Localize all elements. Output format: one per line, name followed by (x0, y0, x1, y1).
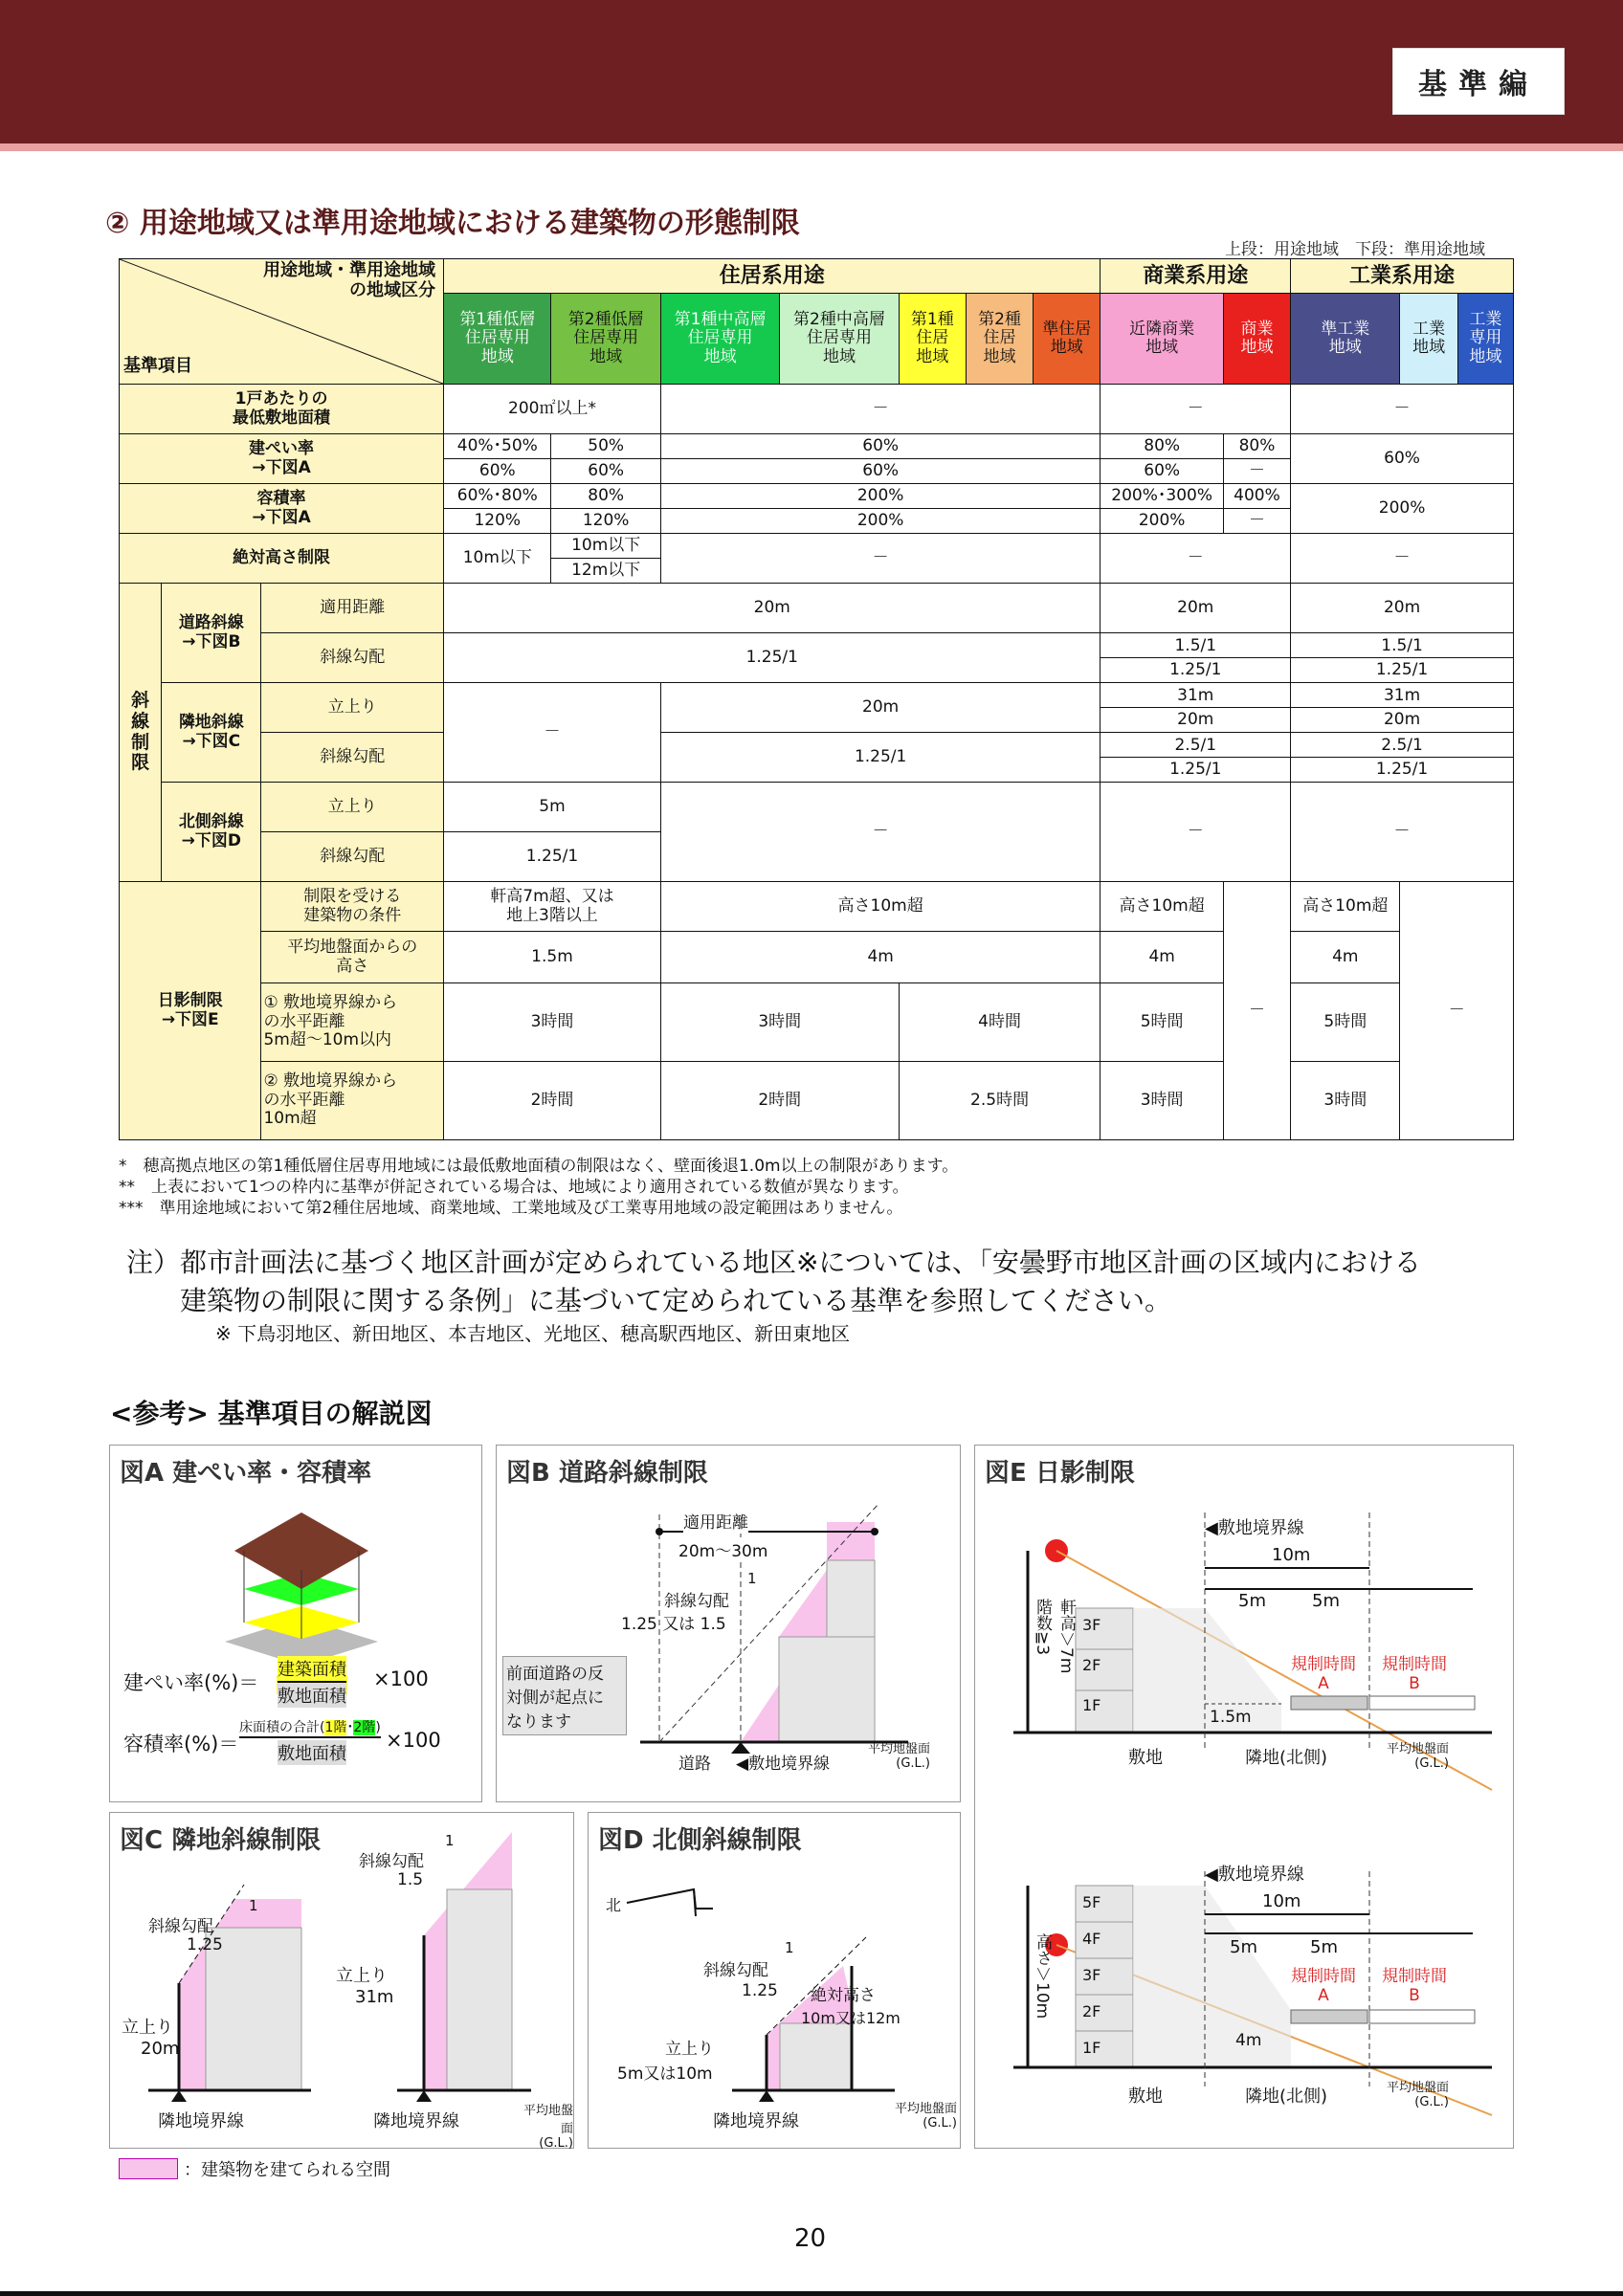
fige-cond1: 軒高＞7m 階数≧3 (1033, 1599, 1076, 1674)
row-road-slope: 道路斜線 →下図B (162, 584, 261, 683)
figure-e (974, 1445, 1514, 2149)
fige-adj-2: 隣地(北側) (1245, 2086, 1328, 2107)
figb-gl: 平均地盤面 (G.L.) (868, 1742, 931, 1771)
pink-legend-swatch (119, 2158, 178, 2179)
far-3b: 200% (660, 509, 1101, 534)
fige-gl-1: 平均地盤面 (G.L.) (1387, 1742, 1450, 1771)
figure-d-title: 図D 北側斜線制限 (598, 1826, 802, 1855)
fige-floor-2-2: 2F (1082, 2002, 1101, 2020)
figure-b-title: 図B 道路斜線制限 (506, 1459, 708, 1488)
figure-e-title: 図E 日影制限 (985, 1459, 1135, 1488)
shadow-height-com: 4m (1101, 932, 1223, 983)
far-3a: 200% (660, 484, 1101, 509)
figc-gl: 平均地盤面 (G.L.) (522, 2104, 573, 2151)
abs-dash-com: － (1101, 534, 1291, 584)
shadow-d2-label: ② 敷地境界線から の水平距離 10m超 (261, 1062, 444, 1140)
fige-lima-2: 規制時間 A (1291, 1967, 1356, 2005)
figd-gl: 平均地盤面 (G.L.) (895, 2102, 958, 2130)
shadow-d1-low: 3時間 (444, 983, 661, 1062)
figd-grad: 斜線勾配 (703, 1961, 768, 1980)
zone-3: 第1種中高層 住居専用 地域 (660, 294, 779, 385)
shadow-dash-ind: － (1400, 882, 1514, 1140)
bcr-ind: 60% (1291, 434, 1514, 484)
fige-h4: 4m (1235, 2031, 1262, 2050)
adj-grad-label: 斜線勾配 (261, 733, 444, 783)
row-far: 容積率 →下図A (120, 484, 444, 534)
page-number: 20 (794, 2224, 827, 2253)
bcr-formula-label: 建ぺい率(%)＝ (123, 1671, 259, 1694)
abs-2a: 10m以下 (551, 534, 660, 559)
fige-d5a-2: 5m (1230, 1937, 1257, 1957)
figure-c (109, 1812, 574, 2149)
category-commercial: 商業系用途 (1101, 259, 1291, 294)
figd-one: 1 (785, 1939, 794, 1956)
far-4b: 200% (1101, 509, 1223, 534)
shadow-d2-mid: 2時間 (660, 1062, 899, 1140)
adj-rise-ind (1291, 683, 1514, 733)
shadow-d2-ind: 3時間 (1291, 1062, 1400, 1140)
shadow-height-mid: 4m (660, 932, 1101, 983)
abs-dash-ind: － (1291, 534, 1514, 584)
fige-boundary-1: ◀敷地境界線 (1205, 1518, 1304, 1538)
shadow-d2-res: 2.5時間 (899, 1062, 1101, 1140)
road-grad-com (1101, 633, 1291, 683)
fige-boundary-2: ◀敷地境界線 (1205, 1865, 1304, 1885)
far-num-a: 床面積の合計( (239, 1720, 325, 1735)
far-num-d: 2階 (353, 1720, 376, 1735)
shadow-d1-ind: 5時間 (1291, 983, 1400, 1062)
bcr-4a: 80% (1101, 434, 1223, 459)
far-num-c: ･ (346, 1720, 354, 1735)
fige-floor-2-3: 3F (1082, 1966, 1101, 1984)
zone-1: 第1種低層 住居専用 地域 (444, 294, 551, 385)
figb-callout: 前面道路の反 対側が起点に なります (502, 1656, 627, 1735)
far-ind: 200% (1291, 484, 1514, 534)
shadow-cond-low: 軒高7m超、又は 地上3階以上 (444, 882, 661, 932)
row-north-slope: 北側斜線 →下図D (162, 783, 261, 882)
shadow-height-label: 平均地盤面からの 高さ (261, 932, 444, 983)
fige-limb-2: 規制時間 B (1382, 1967, 1447, 2005)
figb-apply: 適用距離 (683, 1509, 748, 1533)
adj-rise-ind-a: 31m (1291, 683, 1513, 708)
figb-road: 道路 (678, 1755, 711, 1774)
fige-floor-2-5: 5F (1082, 1893, 1101, 1911)
bcr-denominator: 敷地面積 (278, 1683, 346, 1708)
north-dash-res: － (660, 783, 1101, 882)
fige-limb-1: 規制時間 B (1382, 1655, 1447, 1693)
shadow-d2-low: 2時間 (444, 1062, 661, 1140)
shadow-cond-label: 制限を受ける 建築物の条件 (261, 882, 444, 932)
corner-bottom-label: 基準項目 (123, 356, 192, 376)
figc-one-1: 1 (249, 1897, 258, 1914)
zone-8: 近隣商業 地域 (1101, 294, 1223, 385)
far-5a: 400% (1223, 484, 1290, 509)
minlot-dash-com: － (1101, 385, 1291, 434)
note-2: ** 上表において1つの枠内に基準が併記されている場合は、地域により適用されている数値が異なります。 (119, 1178, 909, 1197)
adj-rise-com-a: 31m (1101, 683, 1290, 708)
fige-floor-1-1: 1F (1082, 1696, 1101, 1714)
abs-1: 10m以下 (444, 534, 551, 584)
adj-rise-label: 立上り (261, 683, 444, 733)
far-5b: － (1223, 509, 1290, 534)
adj-rise-ind-b: 20m (1383, 710, 1421, 729)
figb-grad-v: 1.25 又は 1.5 (621, 1615, 726, 1634)
figc-rise-1: 立上り (122, 2018, 173, 2038)
zone-2: 第2種低層 住居専用 地域 (551, 294, 660, 385)
figure-a-title: 図A 建ぺい率・容積率 (120, 1459, 372, 1488)
figc-boundary-1: 隣地境界線 (158, 2111, 244, 2131)
figd-abs-v: 10m又は12m (801, 2009, 900, 2027)
table-notes (119, 1156, 958, 1219)
adj-rise-res: 20m (660, 683, 1101, 733)
road-grad-label: 斜線勾配 (261, 633, 444, 683)
bcr-5b: － (1223, 459, 1290, 484)
far-denominator: 敷地面積 (278, 1740, 346, 1765)
fige-floor-1-2: 2F (1082, 1656, 1101, 1674)
figc-g1: 1.25 (187, 1935, 223, 1954)
shadow-d1-mid: 3時間 (660, 983, 899, 1062)
fige-d5b-1: 5m (1312, 1591, 1340, 1611)
figc-r1: 20m (141, 2039, 180, 2059)
fige-gl-2: 平均地盤面 (G.L.) (1387, 2081, 1450, 2109)
fige-site-2: 敷地 (1128, 2086, 1163, 2107)
abs-2b: 12m以下 (551, 559, 660, 584)
figd-g: 1.25 (742, 1981, 778, 2000)
far-num-b: 1階 (324, 1720, 347, 1735)
fige-d10-1: 10m (1272, 1545, 1311, 1565)
north-grad-label: 斜線勾配 (261, 832, 444, 882)
figd-north: 北 (606, 1896, 622, 1914)
figc-boundary-2: 隣地境界線 (373, 2111, 459, 2131)
shadow-cond-com: 高さ10m超 (1101, 882, 1223, 932)
road-apply-label: 適用距離 (261, 584, 444, 633)
fige-floor-2-1: 1F (1082, 2039, 1101, 2057)
figure-d (588, 1812, 961, 2149)
bcr-4b: 60% (1101, 459, 1223, 484)
bottom-rule (0, 2291, 1623, 2296)
figc-rise-2: 立上り (336, 1966, 388, 1986)
bcr-numerator: 建築面積 (278, 1656, 346, 1683)
category-residential: 住居系用途 (444, 259, 1101, 294)
adj-grad-com-b: 1.25/1 (1169, 760, 1222, 779)
figc-r2: 31m (355, 1987, 394, 2007)
row-slope: 斜 線 制 限 (120, 584, 162, 882)
road-grad-ind (1291, 633, 1514, 683)
road-apply-com: 20m (1101, 584, 1291, 633)
shadow-d1-res: 4時間 (899, 983, 1101, 1062)
zone-10: 準工業 地域 (1291, 294, 1400, 385)
fige-cond2: 高さ＞10m (1033, 1933, 1052, 2020)
zone-7: 準住居 地域 (1034, 294, 1101, 385)
figb-grad-one: 1 (747, 1570, 757, 1587)
row-adj-slope: 隣地斜線 →下図C (162, 683, 261, 783)
minlot-low: 200㎡以上* (444, 385, 661, 434)
bcr-1b: 60% (444, 459, 551, 484)
fige-floor-2-4: 4F (1082, 1930, 1101, 1948)
north-grad-v: 1.25/1 (444, 832, 661, 882)
shadow-d1-com: 5時間 (1101, 983, 1223, 1062)
road-grad-ind-b: 1.25/1 (1375, 660, 1429, 679)
bcr-2b: 60% (551, 459, 660, 484)
far-1b: 120% (444, 509, 551, 534)
adj-grad-com (1101, 733, 1291, 783)
road-grad-res: 1.25/1 (444, 633, 1101, 683)
abs-dash-res: － (660, 534, 1101, 584)
fige-d5b-2: 5m (1310, 1937, 1338, 1957)
adj-rise-com-b: 20m (1177, 710, 1214, 729)
fige-site-1: 敷地 (1128, 1748, 1163, 1768)
zone-9: 商業 地域 (1223, 294, 1290, 385)
corner-top-label: 用途地域・準用途地域 の地域区分 (263, 260, 435, 300)
shadow-height-ind: 4m (1291, 932, 1400, 983)
north-rise-label: 立上り (261, 783, 444, 832)
far-2a: 80% (551, 484, 660, 509)
bcr-3a: 60% (660, 434, 1101, 459)
adj-dash-low: － (444, 683, 661, 783)
figb-grad: 斜線勾配 (664, 1592, 729, 1611)
bcr-1a: 40%･50% (444, 434, 551, 459)
row-shadow: 日影制限 →下図E (120, 882, 261, 1140)
far-x100: ×100 (386, 1729, 441, 1752)
bcr-x100: ×100 (373, 1667, 429, 1690)
row-bcr: 建ぺい率 →下図A (120, 434, 444, 484)
north-rise-v: 5m (444, 783, 661, 832)
row-abs-height: 絶対高さ制限 (120, 534, 444, 584)
road-grad-com-a: 1.5/1 (1101, 633, 1290, 658)
fige-floor-1-3: 3F (1082, 1616, 1101, 1634)
zoning-table (119, 258, 1514, 1140)
header-stripe (0, 144, 1623, 151)
fige-d5a-1: 5m (1238, 1591, 1266, 1611)
road-grad-com-b: 1.25/1 (1169, 660, 1222, 679)
shadow-cond-ind: 高さ10m超 (1291, 882, 1400, 932)
shadow-d2-com: 3時間 (1101, 1062, 1223, 1140)
figure-b (496, 1445, 961, 1802)
adj-grad-com-a: 2.5/1 (1101, 733, 1290, 758)
far-formula-label: 容積率(%)＝ (123, 1733, 239, 1755)
category-industrial: 工業系用途 (1291, 259, 1514, 294)
figc-one-2: 1 (445, 1832, 455, 1849)
bcr-5a: 80% (1223, 434, 1290, 459)
minlot-dash-ind: － (1291, 385, 1514, 434)
figc-grad-1: 斜線勾配 (148, 1917, 213, 1936)
road-apply-ind: 20m (1291, 584, 1514, 633)
figure-c-title: 図C 隣地斜線制限 (120, 1826, 322, 1855)
table-corner (120, 259, 444, 385)
note-1: * 穂高拠点地区の第1種低層住居専用地域には最低敷地面積の制限はなく、壁面後退1.0m以上の制限があります。 (119, 1157, 959, 1176)
shadow-height-low: 1.5m (444, 932, 661, 983)
page-heading: ② 用途地域又は準用途地域における建築物の形態制限 (105, 207, 800, 240)
fige-adj-1: 隣地(北側) (1245, 1748, 1328, 1768)
road-apply-res: 20m (444, 584, 1101, 633)
adj-grad-ind-b: 1.25/1 (1375, 760, 1429, 779)
pink-legend-text: ：建築物を建てられる空間 (184, 2160, 390, 2180)
row-min-lot: 1戸あたりの 最低敷地面積 (120, 385, 444, 434)
reference-title: <参考> 基準項目の解説図 (110, 1398, 433, 1429)
zone-11: 工業 地域 (1400, 294, 1457, 385)
figc-g2: 1.5 (397, 1870, 424, 1889)
zone-4: 第2種中高層 住居専用 地域 (780, 294, 899, 385)
adj-grad-ind (1291, 733, 1514, 783)
shadow-d1-label: ① 敷地境界線から の水平距離 5m超～10m以内 (261, 983, 444, 1062)
fige-h15: 1.5m (1210, 1708, 1252, 1727)
figd-abs: 絶対高さ (811, 1986, 876, 2005)
zone-6: 第2種 住居 地域 (966, 294, 1033, 385)
far-2b: 120% (551, 509, 660, 534)
figure-a (109, 1445, 482, 1802)
figb-boundary: ◀敷地境界線 (736, 1755, 831, 1774)
zone-5: 第1種 住居 地域 (899, 294, 966, 385)
bcr-2a: 50% (551, 434, 660, 459)
shadow-dash-commerce: － (1223, 882, 1290, 1140)
figc-grad-2: 斜線勾配 (359, 1852, 424, 1871)
fige-d10-2: 10m (1262, 1891, 1301, 1911)
fige-lima-1: 規制時間 A (1291, 1655, 1356, 1693)
figd-rise-v: 5m又は10m (617, 2064, 713, 2084)
road-grad-ind-a: 1.5/1 (1291, 633, 1513, 658)
far-numerator (239, 1717, 381, 1738)
far-num-e: ) (375, 1720, 381, 1735)
section-tag: 基準編 (1392, 48, 1565, 115)
adj-grad-ind-a: 2.5/1 (1291, 733, 1513, 758)
adj-grad-res: 1.25/1 (660, 733, 1101, 783)
header-banner (0, 0, 1623, 144)
figb-apply-v: 20m～30m (678, 1537, 767, 1561)
minlot-dash-res: － (660, 385, 1101, 434)
adj-rise-com (1101, 683, 1291, 733)
bcr-3b: 60% (660, 459, 1101, 484)
note-3: *** 準用途地域において第2種住居地域、商業地域、工業地域及び工業専用地域の設定範囲はありません。 (119, 1199, 903, 1218)
figd-boundary: 隣地境界線 (713, 2111, 799, 2131)
table-legend: 上段：用途地域 下段：準用途地域 (1225, 240, 1485, 259)
note-sub: ※ 下鳥羽地区、新田地区、本吉地区、光地区、穂高駅西地区、新田東地区 (215, 1322, 851, 1345)
zone-12: 工業 専用 地域 (1457, 294, 1513, 385)
far-1a: 60%･80% (444, 484, 551, 509)
shadow-cond-mid: 高さ10m超 (660, 882, 1101, 932)
far-4a: 200%･300% (1101, 484, 1223, 509)
north-dash-ind: － (1291, 783, 1514, 882)
note-main: 注）都市計画法に基づく地区計画が定められている地区※については、「安曇野市地区計画の区域内における 建築物の制限に関する条例」に基づいて定められている基準を参照してください。 (126, 1247, 1421, 1316)
figd-rise: 立上り (665, 2040, 714, 2059)
north-dash-com: － (1101, 783, 1291, 882)
